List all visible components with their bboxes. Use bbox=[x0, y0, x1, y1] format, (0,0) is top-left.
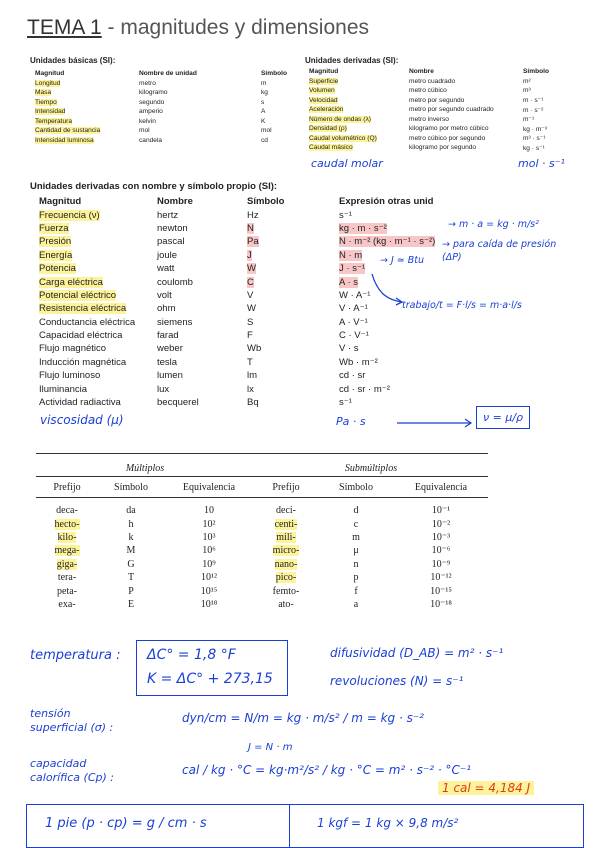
cell: kg · m⁻³ bbox=[523, 125, 547, 133]
cell: 10¹⁵ bbox=[200, 585, 218, 597]
table-row bbox=[307, 86, 551, 96]
table-row bbox=[36, 584, 488, 597]
cell: Masa bbox=[35, 89, 52, 97]
cell: metro por segundo bbox=[409, 96, 465, 104]
cell: segundo bbox=[139, 98, 165, 106]
cell: S bbox=[247, 316, 254, 328]
table-row bbox=[36, 342, 438, 355]
cell: metro cúbico bbox=[409, 87, 447, 95]
cell: m⁻¹ bbox=[523, 116, 535, 124]
table-row bbox=[307, 115, 551, 125]
cell: 10¹⁸ bbox=[200, 598, 218, 610]
cell: mol bbox=[139, 127, 150, 135]
revoluciones-note: revoluciones (N) = s⁻¹ bbox=[330, 674, 464, 688]
table-row bbox=[36, 356, 438, 369]
basicas-table bbox=[33, 69, 289, 145]
cell: G bbox=[127, 558, 135, 570]
header-cell: Símbolo bbox=[523, 68, 550, 76]
cell: f bbox=[354, 585, 358, 597]
cell: Frecuencia (ν) bbox=[39, 209, 100, 221]
cell: 10² bbox=[202, 518, 216, 530]
header-cell: Símbolo bbox=[261, 70, 288, 78]
cell: Velocidad bbox=[309, 96, 338, 104]
cell: M bbox=[126, 545, 136, 557]
cell: J · s⁻¹ bbox=[339, 263, 366, 275]
cell: 10⁻⁶ bbox=[431, 545, 451, 557]
capacidad-eq: cal / kg · °C = kg·m²/s² / kg · °C = m² · s⁻² · °C⁻¹ bbox=[182, 763, 472, 777]
header-cell: Símbolo bbox=[339, 481, 373, 493]
cell: Temperatura bbox=[35, 117, 73, 125]
table-row bbox=[36, 517, 488, 530]
cell: c bbox=[353, 518, 359, 530]
title-sep: - bbox=[101, 16, 121, 39]
cell: Número de ondas (λ) bbox=[309, 115, 371, 123]
viscosidad-label: viscosidad (μ) bbox=[40, 413, 124, 427]
cell: Pa bbox=[247, 236, 259, 248]
cell: siemens bbox=[157, 316, 193, 328]
table-row bbox=[33, 136, 289, 146]
cell: metro bbox=[139, 79, 156, 87]
cell: kilogramo por metro cúbico bbox=[409, 125, 489, 133]
cell: P bbox=[128, 585, 134, 597]
difusividad-note: difusividad (D_AB) = m² · s⁻¹ bbox=[330, 646, 504, 660]
cell: p bbox=[353, 572, 359, 584]
cell: 10⁻² bbox=[431, 518, 451, 530]
table-row bbox=[307, 96, 551, 106]
cell: Capacidad eléctrica bbox=[39, 330, 123, 342]
header-cell: Nombre de unidad bbox=[139, 70, 197, 78]
table-row bbox=[33, 117, 289, 127]
cell: s⁻¹ bbox=[339, 397, 352, 409]
cell: d bbox=[353, 505, 359, 517]
cell: Resistencia eléctrica bbox=[39, 303, 127, 315]
cell: Hz bbox=[247, 209, 259, 221]
basicas-table-wrap bbox=[33, 69, 289, 145]
cell: N · m bbox=[339, 249, 363, 261]
table-row bbox=[36, 382, 438, 395]
prefijos-block bbox=[36, 453, 488, 624]
cell: metro inverso bbox=[409, 115, 449, 123]
cell: amperio bbox=[139, 108, 163, 116]
cell: V · s bbox=[339, 343, 359, 355]
cell: Energía bbox=[39, 249, 73, 261]
fuerza-note: → m · a = kg · m/s² bbox=[448, 219, 539, 230]
table-row bbox=[33, 88, 289, 98]
cell: mol bbox=[261, 127, 272, 135]
pie-note: 1 pie (p · cp) = g / cm · s bbox=[45, 816, 207, 831]
cell: joule bbox=[157, 249, 178, 261]
table-row bbox=[36, 222, 438, 235]
kgf-note: 1 kgf = 1 kg × 9,8 m/s² bbox=[317, 816, 459, 830]
cell: m bbox=[352, 531, 360, 543]
arrow-icon bbox=[368, 270, 408, 310]
cell: Intensidad luminosa bbox=[35, 136, 94, 144]
cell: Bq bbox=[247, 397, 259, 409]
cell: hertz bbox=[157, 209, 179, 221]
cell: Longitud bbox=[35, 79, 61, 87]
multiplos-title: Múltiplos bbox=[125, 462, 165, 474]
cell: ato- bbox=[278, 598, 294, 610]
table-row bbox=[36, 598, 488, 611]
cell: 10 bbox=[204, 505, 214, 517]
cell: Intensidad bbox=[35, 108, 66, 116]
header-cell: Magnitud bbox=[35, 70, 65, 78]
cell: kelvin bbox=[139, 117, 156, 125]
cell: 10⁻³ bbox=[431, 531, 451, 543]
cell: tera- bbox=[57, 572, 77, 584]
cell: N bbox=[247, 222, 254, 234]
cell: A · s bbox=[339, 276, 359, 288]
cell: 10⁻¹⁵ bbox=[430, 585, 452, 597]
cell: 10⁶ bbox=[202, 545, 216, 557]
cell: exa- bbox=[58, 598, 76, 610]
page-title bbox=[27, 16, 369, 40]
header-cell: Magnitud bbox=[39, 196, 82, 208]
cell: m³ · s⁻¹ bbox=[523, 135, 546, 143]
cell: W bbox=[247, 303, 256, 315]
cell: coulomb bbox=[157, 276, 193, 288]
table-row bbox=[33, 126, 289, 136]
cell: 10⁻¹ bbox=[431, 505, 451, 517]
viscosidad-unit: Pa · s bbox=[336, 415, 366, 428]
cell: volt bbox=[157, 289, 172, 301]
cell: 10¹² bbox=[201, 572, 217, 584]
cell: da bbox=[126, 505, 136, 517]
cell: cd · sr bbox=[339, 370, 366, 382]
cell: kg · m · s⁻² bbox=[339, 222, 387, 234]
cell: centi- bbox=[274, 518, 298, 530]
cell: kilogramo por segundo bbox=[409, 144, 477, 152]
julio-note: J = N · m bbox=[248, 742, 293, 753]
cell: mili- bbox=[276, 531, 296, 543]
table-row bbox=[307, 77, 551, 87]
cell: C bbox=[247, 276, 254, 288]
cell: Inducción magnética bbox=[39, 356, 127, 368]
viscosidad-cinematica-box: ν = μ/ρ bbox=[476, 406, 530, 429]
cell: kilogramo bbox=[139, 89, 168, 97]
header-cell: Nombre bbox=[157, 196, 193, 208]
table-row bbox=[36, 316, 438, 329]
cell: newton bbox=[157, 222, 188, 234]
cell: Presión bbox=[39, 236, 72, 248]
cell: Fuerza bbox=[39, 222, 69, 234]
basicas-heading: Unidades básicas (SI): bbox=[30, 56, 116, 65]
cell: a bbox=[353, 598, 359, 610]
header-cell: Símbolo bbox=[247, 196, 285, 208]
cell: metro por segundo cuadrado bbox=[409, 106, 494, 114]
derivadas-table-wrap bbox=[307, 67, 551, 153]
cell: weber bbox=[157, 343, 183, 355]
cell: s⁻¹ bbox=[339, 209, 352, 221]
cell: cd · sr · m⁻² bbox=[339, 383, 390, 395]
cell: Iluminancia bbox=[39, 383, 88, 395]
header-cell: Prefijo bbox=[272, 481, 300, 493]
cell: V bbox=[247, 289, 254, 301]
cell: kilo- bbox=[57, 531, 77, 543]
cell: Densidad (ρ) bbox=[309, 125, 347, 133]
table-row bbox=[36, 369, 438, 382]
cell: tesla bbox=[157, 356, 178, 368]
header-cell: Magnitud bbox=[309, 68, 339, 76]
cell: Conductancia eléctrica bbox=[39, 316, 136, 328]
table-row bbox=[36, 329, 438, 342]
prefijos-table bbox=[36, 460, 488, 611]
cell: E bbox=[127, 598, 135, 610]
arrow-icon bbox=[395, 418, 475, 428]
cell: lux bbox=[157, 383, 170, 395]
cell: metro cuadrado bbox=[409, 77, 456, 85]
table-row bbox=[36, 558, 488, 571]
cell: Superficie bbox=[309, 77, 339, 85]
cell: pascal bbox=[157, 236, 185, 248]
presion-note: → para caída de presión (ΔP) bbox=[442, 239, 557, 263]
energia-note: → J ≃ Btu bbox=[380, 255, 425, 266]
cell: Cantidad de sustancia bbox=[35, 127, 101, 135]
cell: μ bbox=[353, 545, 359, 557]
cell: lx bbox=[247, 383, 254, 395]
cell: F bbox=[247, 330, 253, 342]
cell: watt bbox=[157, 263, 175, 275]
cell: farad bbox=[157, 330, 179, 342]
cell: 10⁹ bbox=[202, 558, 216, 570]
cell: 10³ bbox=[202, 531, 216, 543]
temperatura-eq2: K = ΔC° + 273,15 bbox=[147, 671, 273, 687]
table-row bbox=[36, 235, 438, 248]
capacidad-label: capacidad calorífica (Cp) : bbox=[30, 757, 114, 784]
cell: lumen bbox=[157, 370, 183, 382]
cell: femto- bbox=[272, 585, 300, 597]
cell: cd bbox=[261, 136, 268, 144]
table-row bbox=[36, 249, 438, 262]
table-row bbox=[307, 105, 551, 115]
cell: lm bbox=[247, 370, 258, 382]
cell: h bbox=[128, 518, 134, 530]
header-cell: Expresión otras unid bbox=[339, 196, 434, 208]
cell: Tiempo bbox=[35, 98, 57, 106]
cell: s bbox=[261, 98, 265, 106]
cell: m² bbox=[523, 77, 531, 85]
cell: Flujo luminoso bbox=[39, 370, 101, 382]
cell: peta- bbox=[57, 585, 77, 597]
cell: K bbox=[261, 117, 266, 125]
table-row bbox=[307, 143, 551, 153]
cell: W bbox=[247, 263, 256, 275]
table-row bbox=[36, 544, 488, 557]
cell: deca- bbox=[56, 505, 78, 517]
header-cell: Equivalencia bbox=[414, 481, 468, 493]
cell: candela bbox=[139, 136, 163, 144]
cell: ohm bbox=[157, 303, 176, 315]
temperatura-label: temperatura : bbox=[30, 648, 121, 663]
cell: 10⁻¹² bbox=[430, 572, 452, 584]
cell: k bbox=[128, 531, 134, 543]
derivadas-table bbox=[307, 67, 551, 153]
cell: deci- bbox=[276, 505, 296, 517]
cell: Wb · m⁻² bbox=[339, 356, 378, 368]
title-main: TEMA 1 bbox=[27, 16, 102, 39]
cell: Volumen bbox=[309, 87, 335, 95]
table-row bbox=[307, 124, 551, 134]
cell: metro cúbico por segundo bbox=[409, 134, 486, 142]
temperatura-eq1: ΔC° = 1,8 °F bbox=[147, 647, 236, 663]
cell: mega- bbox=[54, 545, 80, 557]
cell: n bbox=[353, 558, 359, 570]
tension-label: tensión superficial (σ) : bbox=[30, 707, 114, 734]
table-row bbox=[36, 396, 438, 409]
cell: Actividad radiactiva bbox=[39, 397, 121, 409]
divider bbox=[289, 805, 290, 847]
header-cell: Prefijo bbox=[53, 481, 81, 493]
nombre-propio-heading: Unidades derivadas con nombre y símbolo propio (SI): bbox=[30, 181, 278, 192]
cell: J bbox=[247, 249, 252, 261]
cell: T bbox=[127, 572, 135, 584]
cell: Caudal másico bbox=[309, 144, 353, 152]
title-sub: magnitudes y dimensiones bbox=[120, 16, 370, 39]
cell: micro- bbox=[272, 545, 300, 557]
cell: A · V⁻¹ bbox=[339, 316, 368, 328]
submultiplos-title: Submúltiplos bbox=[344, 462, 398, 474]
cell: Carga eléctrica bbox=[39, 276, 103, 288]
table-row bbox=[36, 498, 488, 518]
derivadas-heading: Unidades derivadas (SI): bbox=[305, 56, 399, 65]
table-row bbox=[33, 98, 289, 108]
cell: kg · s⁻¹ bbox=[523, 144, 545, 152]
tension-eq: dyn/cm = N/m = kg · m/s² / m = kg · s⁻² bbox=[182, 711, 424, 725]
table-row bbox=[33, 107, 289, 117]
cell: pico- bbox=[275, 572, 297, 584]
header-cell: Nombre bbox=[409, 68, 434, 76]
cell: kg bbox=[261, 89, 268, 97]
cell: hecto- bbox=[54, 518, 80, 530]
cell: m³ bbox=[523, 87, 531, 95]
table-row bbox=[36, 531, 488, 544]
cell: A bbox=[261, 108, 266, 116]
cell: C · V⁻¹ bbox=[339, 330, 369, 342]
header-cell: Equivalencia bbox=[182, 481, 236, 493]
cell: Aceleración bbox=[309, 106, 344, 114]
caloria-note: 1 cal = 4,184 J bbox=[438, 781, 534, 795]
cell: V · A⁻¹ bbox=[339, 303, 368, 315]
table-row bbox=[307, 134, 551, 144]
table-row bbox=[33, 79, 289, 89]
cell: m · s⁻² bbox=[523, 106, 544, 114]
trabajo-note: trabajo/t = F·l/s = m·a·l/s bbox=[402, 300, 522, 311]
cell: Wb bbox=[247, 343, 262, 355]
caudal-molar-unit: mol · s⁻¹ bbox=[518, 157, 565, 170]
table-row bbox=[36, 208, 438, 221]
cell: giga- bbox=[56, 558, 78, 570]
cell: Flujo magnético bbox=[39, 343, 107, 355]
table-row bbox=[36, 571, 488, 584]
cell: Caudal volumétrico (Q) bbox=[309, 134, 377, 142]
cell: 10⁻¹⁸ bbox=[430, 598, 452, 610]
cell: T bbox=[247, 356, 253, 368]
header-cell: Símbolo bbox=[114, 481, 148, 493]
cell: m bbox=[261, 79, 267, 87]
cell: 10⁻⁹ bbox=[431, 558, 451, 570]
cell: m · s⁻¹ bbox=[523, 97, 544, 105]
temperatura-box bbox=[136, 640, 288, 696]
cell: W · A⁻¹ bbox=[339, 289, 371, 301]
cell: becquerel bbox=[157, 397, 199, 409]
cell: Potencial eléctrico bbox=[39, 289, 117, 301]
bottom-box bbox=[26, 804, 584, 848]
cell: nano- bbox=[274, 558, 298, 570]
cell: Potencia bbox=[39, 263, 76, 275]
caudal-molar-note: caudal molar bbox=[311, 157, 383, 170]
cell: N · m⁻² (kg · m⁻¹ · s⁻²) bbox=[339, 236, 436, 248]
